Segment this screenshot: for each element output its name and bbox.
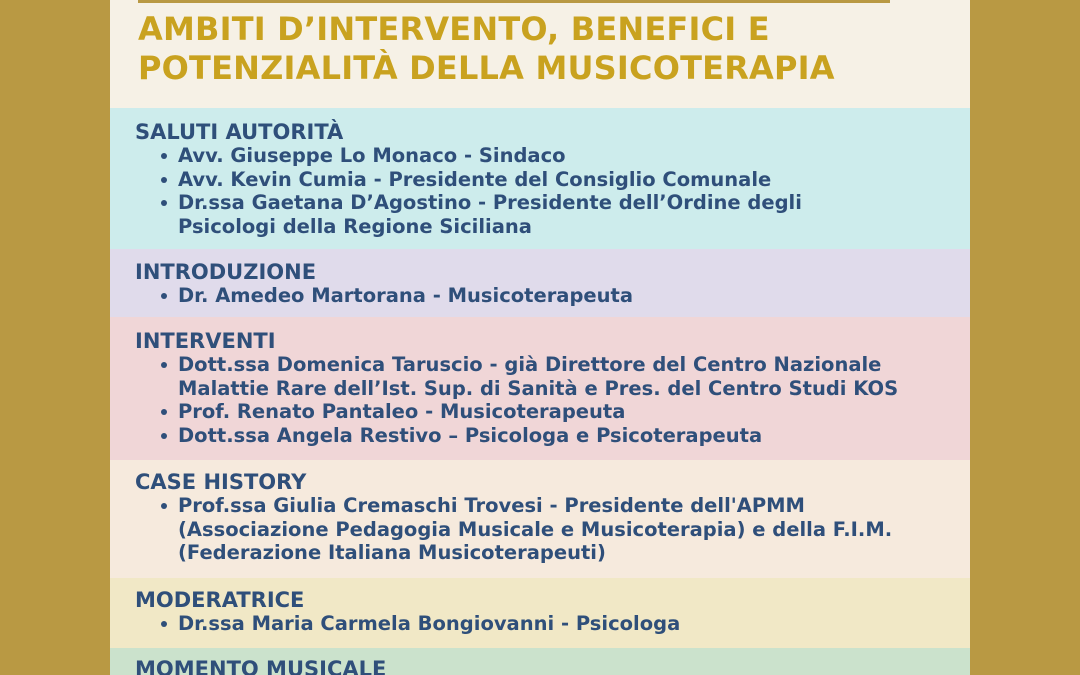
list-item: Dott.ssa Angela Restivo – Psicologa e Psicoterapeuta xyxy=(158,424,898,448)
section-title: INTRODUZIONE xyxy=(135,260,317,284)
section-introduzione xyxy=(110,249,970,317)
section-title: INTERVENTI xyxy=(135,329,276,353)
title-line-1: AMBITI D’INTERVENTO, BENEFICI E xyxy=(138,10,770,48)
list-item: Dr.ssa Gaetana D’Agostino - Presidente dell’Ordine degli Psicologi della Regione Siciliana xyxy=(158,191,802,238)
section-title: MODERATRICE xyxy=(135,588,305,612)
title-line-2: POTENZIALITÀ DELLA MUSICOTERAPIA xyxy=(138,49,835,87)
section-case-history xyxy=(110,460,970,578)
list-item: Avv. Giuseppe Lo Monaco - Sindaco xyxy=(158,144,802,168)
section-moderatrice xyxy=(110,578,970,648)
top-divider xyxy=(138,0,890,3)
speaker-list xyxy=(158,612,680,636)
list-item: Prof. Renato Pantaleo - Musicoterapeuta xyxy=(158,400,898,424)
section-saluti xyxy=(110,108,970,249)
section-title: SALUTI AUTORITÀ xyxy=(135,120,344,144)
list-item: Prof.ssa Giulia Cremaschi Trovesi - Presidente dell'APMM (Associazione Pedagogia Musicale e Musicoterapia) e della F.I.M. (Federazione Italiana Musicoterapeuti) xyxy=(158,494,892,565)
speaker-list xyxy=(158,353,898,447)
list-item: Dott.ssa Domenica Taruscio - già Direttore del Centro Nazionale Malattie Rare dell’Ist. Sup. di Sanità e Pres. del Centro Studi KOS xyxy=(158,353,898,400)
program-poster xyxy=(110,0,970,675)
speaker-list xyxy=(158,284,633,308)
section-interventi xyxy=(110,317,970,460)
section-momento-musicale xyxy=(110,648,970,675)
list-item: Dr.ssa Maria Carmela Bongiovanni - Psicologa xyxy=(158,612,680,636)
list-item: Avv. Kevin Cumia - Presidente del Consiglio Comunale xyxy=(158,168,802,192)
speaker-list xyxy=(158,144,802,238)
section-title: MOMENTO MUSICALE xyxy=(135,657,387,675)
list-item: Dr. Amedeo Martorana - Musicoterapeuta xyxy=(158,284,633,308)
section-title: CASE HISTORY xyxy=(135,470,307,494)
event-title xyxy=(138,10,968,88)
speaker-list xyxy=(158,494,892,565)
